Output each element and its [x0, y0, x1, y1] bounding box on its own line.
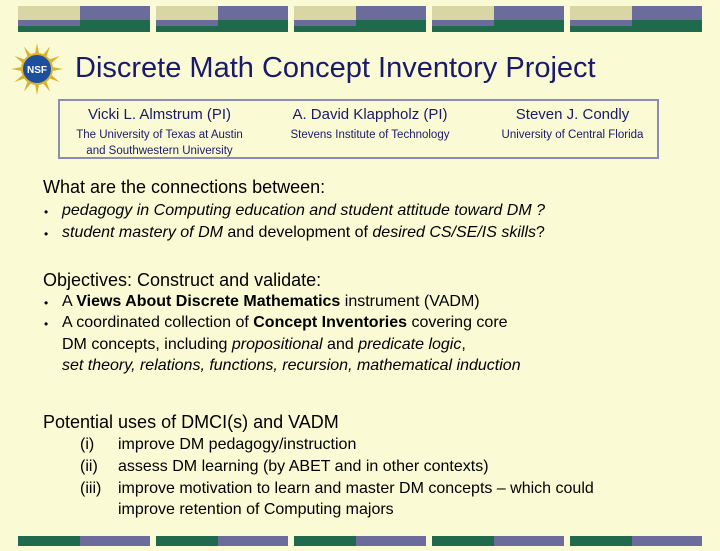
uses-item-3: improve motivation to learn and master DM concepts – which could	[118, 480, 594, 497]
connections-heading: What are the connections between:	[43, 177, 326, 197]
decorative-footer-bars	[0, 533, 720, 543]
text-span: DM concepts, including	[62, 336, 232, 353]
uses-item-3-continuation: improve retention of Computing majors	[118, 501, 394, 518]
objectives-heading: Objectives: Construct and validate:	[43, 270, 322, 290]
author-name: Vicki L. Almstrum (PI)	[87, 106, 232, 123]
author-name: A. David Klappholz (PI)	[292, 106, 448, 123]
decorative-bar	[18, 6, 80, 20]
decorative-bar	[294, 536, 356, 546]
text-span: ,	[461, 336, 466, 353]
uses-item-1: improve DM pedagogy/instruction	[118, 436, 357, 453]
uses-item-2: assess DM learning (by ABET and in other contexts)	[118, 458, 489, 475]
decorative-bar	[570, 6, 632, 20]
author-klappholz	[275, 106, 465, 143]
objectives-bullet-2-line-3: set theory, relations, functions, recursion, mathematical induction	[62, 357, 521, 374]
author-condly	[485, 106, 660, 143]
nsf-logo	[10, 42, 64, 96]
nsf-seal-icon	[10, 42, 64, 96]
connections-bullet-2	[62, 224, 545, 242]
objectives-bullet-2-line-2	[62, 336, 466, 354]
author-affiliation: University of Central Florida	[501, 129, 644, 141]
decorative-bar	[18, 536, 80, 546]
author-affiliation	[62, 127, 257, 159]
affiliation-line: The University of Texas at Austin	[76, 129, 243, 141]
decorative-bar	[432, 20, 494, 26]
decorative-bar	[632, 536, 702, 546]
text-span: Concept Inventories	[253, 314, 408, 331]
decorative-bar	[432, 6, 494, 20]
decorative-bar	[294, 6, 356, 20]
header-bars-graphic	[0, 6, 720, 36]
decorative-bar	[218, 536, 288, 546]
uses-number: (iii)	[80, 480, 102, 497]
decorative-bar	[356, 536, 426, 546]
text-span: A	[62, 293, 77, 310]
decorative-bar	[356, 6, 426, 20]
decorative-bar	[632, 20, 702, 26]
connections-bullet-1: pedagogy in Computing education and student attitude toward DM ?	[62, 202, 545, 219]
decorative-bar	[494, 6, 564, 20]
text-span: instrument (VADM)	[340, 293, 480, 310]
bullet-icon: •	[44, 296, 49, 310]
bullet-icon: •	[44, 205, 49, 219]
author-almstrum	[62, 106, 257, 159]
decorative-bar	[432, 26, 564, 32]
decorative-bar	[494, 20, 564, 26]
decorative-bar	[156, 536, 218, 546]
text-span: ?	[536, 224, 545, 241]
decorative-bar	[80, 20, 150, 26]
author-name: Steven J. Condly	[515, 106, 630, 123]
decorative-bar	[632, 6, 702, 20]
decorative-bar	[356, 20, 426, 26]
authors-box	[58, 99, 659, 159]
decorative-bar	[80, 536, 150, 546]
text-span: A coordinated collection of	[62, 314, 254, 331]
decorative-bar	[156, 6, 218, 20]
text-span: Views About Discrete Mathematics	[76, 293, 341, 310]
text-span: and development of	[222, 224, 373, 241]
footer-bars-graphic	[0, 536, 720, 546]
decorative-bar	[218, 6, 288, 20]
decorative-bar	[218, 20, 288, 26]
author-affiliation: Stevens Institute of Technology	[290, 129, 450, 141]
affiliation-line: and Southwestern University	[86, 145, 233, 157]
slide-title: Discrete Math Concept Inventory Project	[75, 52, 596, 84]
decorative-bar	[570, 536, 632, 546]
text-span: predicate logic	[358, 336, 462, 353]
objectives-bullet-1	[62, 293, 480, 311]
decorative-bar	[570, 26, 702, 32]
decorative-bar	[156, 20, 218, 26]
decorative-bar	[80, 6, 150, 20]
decorative-bar	[18, 20, 80, 26]
text-span: covering core	[407, 314, 508, 331]
text-span: propositional	[231, 336, 323, 353]
text-span: desired CS/SE/IS skills	[372, 224, 536, 241]
decorative-bar	[156, 26, 288, 32]
decorative-bar	[570, 20, 632, 26]
uses-number: (ii)	[80, 458, 98, 475]
decorative-bar	[432, 536, 494, 546]
nsf-logo-text: NSF	[27, 65, 47, 76]
objectives-bullet-2-line-1	[62, 314, 508, 332]
decorative-header-bars	[0, 6, 720, 36]
text-span: student mastery of DM	[62, 224, 223, 241]
decorative-bar	[494, 536, 564, 546]
bullet-icon: •	[44, 317, 49, 331]
uses-number: (i)	[80, 436, 95, 453]
decorative-bar	[294, 26, 426, 32]
text-span: and	[322, 336, 359, 353]
decorative-bar	[294, 20, 356, 26]
bullet-icon: •	[44, 227, 49, 241]
uses-heading: Potential uses of DMCI(s) and VADM	[43, 412, 339, 432]
decorative-bar	[18, 26, 150, 32]
